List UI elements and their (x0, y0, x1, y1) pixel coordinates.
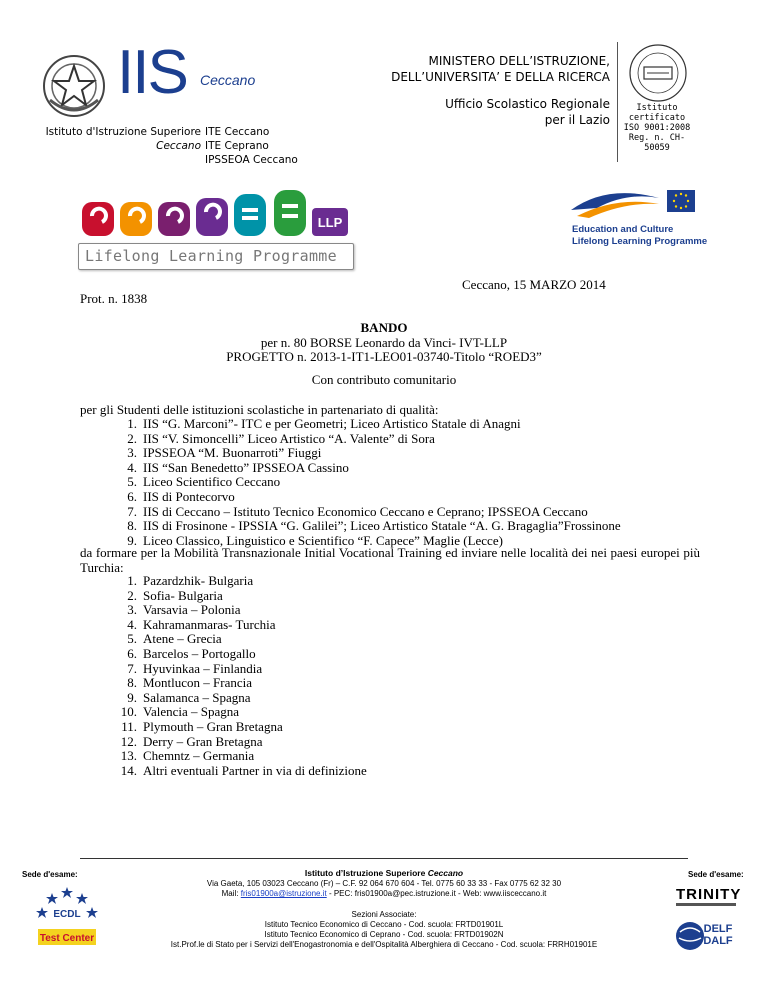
list-item: 2. IIS “V. Simoncelli” Liceo Artistico “A. Valente” di Sora (127, 430, 435, 446)
footer-section-2: Istituto Tecnico Economico di Ceprano - Cod. scuola: FRTD01902N (264, 930, 504, 939)
institute-name (26, 125, 201, 153)
contribution-note: Con contributo comunitario (311, 372, 457, 387)
cert-line-3: Reg. n. CH-50059 (628, 133, 686, 153)
institute-line-2: Ceccano (156, 140, 201, 152)
list-item: 9. Liceo Classico, Linguistico e Scientifico “F. Capece” Maglie (Lecce) (127, 532, 503, 548)
institute-sections (205, 125, 298, 167)
list-item: 11. Plymouth – Gran Bretagna (121, 718, 283, 734)
document-subtitle-2: PROGETTO n. 2013-1-IT1-LEO01-03740-Titolo “ROED3” (226, 349, 542, 364)
list-item: 5. Liceo Scientifico Ceccano (127, 474, 281, 490)
section-item: ITE Ceprano (205, 140, 269, 152)
schools-intro: per gli Studenti delle istituzioni scolastiche in partenariato di qualità: (80, 402, 439, 417)
list-item: 2. Sofia- Bulgaria (127, 587, 223, 603)
eu-logo-line-1: Education and Culture (572, 224, 674, 235)
destinations-list (109, 574, 367, 778)
trinity-logo: TRINITY (676, 886, 742, 903)
footer-contacts: Mail: fris01900a@istruzione.it - PEC: fris01900a@pec.istruzione.it - Web: www.iisceccano.it (221, 889, 547, 898)
footer-divider (80, 858, 688, 859)
llp-logo-text: LLP (317, 215, 343, 230)
list-item: 3. Varsavia – Polonia (127, 602, 241, 618)
brand-subtitle: Ceccano (200, 72, 256, 88)
list-item: 8. IIS di Frosinone - IPSSIA “G. Galilei”; Liceo Artistico Statale “A. G. Bragaglia”Frossinone (127, 518, 621, 534)
eu-logo-line-2: Lifelong Learning Programme (572, 236, 708, 247)
exam-center-label-right: Sede d'esame: (688, 870, 744, 879)
ministry-line-2: DELL’UNIVERSITA’ E DELLA RICERCA (391, 70, 610, 84)
list-item: 8. Montlucon – Francia (127, 675, 253, 691)
list-item: 4. IIS “San Benedetto” IPSSEOA Cassino (127, 459, 349, 475)
cert-line-1: Istituto certificato (628, 103, 686, 123)
test-center-label: Test Center (39, 933, 95, 944)
italian-republic-emblem-icon (40, 52, 108, 120)
footer-section-1: Istituto Tecnico Economico di Ceccano - Cod. scuola: FRTD01901L (264, 920, 504, 929)
usr-line-1: Ufficio Scolastico Regionale (445, 97, 610, 111)
cert-line-2: ISO 9001:2008 (623, 123, 691, 133)
ecdl-label: ECDL (53, 909, 81, 920)
list-item: 12. Derry – Gran Bretagna (120, 733, 263, 749)
letter-date: Ceccano, 15 MARZO 2014 (462, 277, 606, 292)
list-item: 5. Atene – Grecia (127, 631, 222, 647)
certification-text (618, 103, 696, 153)
llp-banner: Lifelong Learning Programme (78, 243, 354, 270)
list-item: 7. IIS di Ceccano – Istituto Tecnico Economico Ceccano e Ceprano; IPSSEOA Ceccano (127, 503, 588, 519)
brand-logo: IIS (117, 38, 187, 107)
email-link[interactable]: fris01900a@istruzione.it (240, 889, 327, 898)
footer-address: Via Gaeta, 105 03023 Ceccano (Fr) – C.F. 92 064 670 604 - Tel. 0775 60 33 33 - Fax 0775 62 32 30 (206, 879, 562, 888)
list-item: 10. Valencia – Spagna (120, 704, 240, 720)
footer-sections-title: Sezioni Associate: (351, 910, 417, 919)
institute-line-1: Istituto d'Istruzione Superiore (45, 126, 201, 138)
list-item: 1. Pazardzhik- Bulgaria (127, 573, 254, 588)
list-item: 13. Chemntz – Germania (120, 748, 255, 764)
list-item: 14. Altri eventuali Partner in via di definizione (120, 762, 367, 778)
ministry-name (370, 53, 610, 85)
protocol-number: Prot. n. 1838 (80, 291, 148, 306)
usr-line-2: per il Lazio (544, 113, 610, 127)
certification-seal-icon (623, 42, 693, 104)
ministry-line-1: MINISTERO DELL’ISTRUZIONE, (428, 54, 610, 68)
section-item: ITE Ceccano (205, 126, 270, 138)
list-item: 6. Barcelos – Portogallo (127, 645, 256, 661)
llp-logo-icon (80, 188, 352, 240)
section-item: IPSSEOA Ceccano (205, 154, 298, 166)
trinity-logo-underline (676, 903, 736, 906)
regional-office (420, 96, 610, 128)
destinations-intro: da formare per la Mobilità Transnazionale Initial Vocational Training ed inviare nelle località dei nei paesi europei più Turchia: (80, 545, 700, 575)
document-subtitle-1: per n. 80 BORSE Leonardo da Vinci- IVT-LLP (260, 335, 508, 350)
delf-label: DELF (703, 923, 733, 935)
list-item: 7. Hyuvinkaa – Finlandia (127, 660, 263, 676)
document-title: BANDO (360, 320, 408, 335)
list-item: 3. IPSSEOA “M. Buonarroti” Fiuggi (127, 445, 322, 461)
footer-section-3: Ist.Prof.le di Stato per i Servizi dell'Enogastronomia e dell'Ospitalità Alberghiera di Ceccano - Cod. scuola: FRRH01901E (170, 940, 598, 949)
list-item: 4. Kahramanmaras- Turchia (127, 616, 276, 632)
list-item: 1. IIS “G. Marconi”- ITC e per Geometri; Liceo Artistico Statale di Anagni (127, 416, 521, 431)
exam-center-label-left: Sede d'esame: (22, 870, 78, 879)
dalf-label: DALF (703, 935, 733, 947)
eu-education-culture-logo-icon (567, 186, 697, 221)
footer-institute: Istituto d’Istruzione Superiore Ceccano (304, 868, 464, 878)
list-item: 6. IIS di Pontecorvo (127, 488, 235, 504)
schools-list (109, 417, 621, 548)
list-item: 9. Salamanca – Spagna (127, 689, 251, 705)
